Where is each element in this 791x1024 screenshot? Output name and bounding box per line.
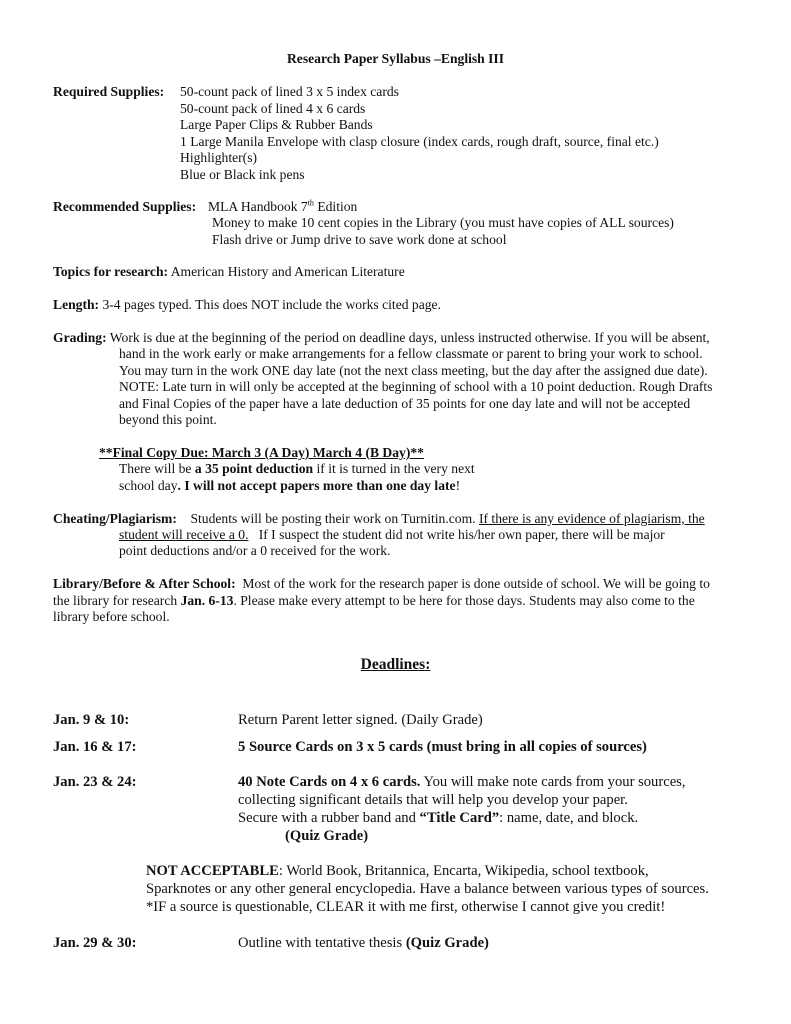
grading-line-1: Grading: Work is due at the beginning of the period on deadline days, unless instructed otherwise. If you will be absent, [53,330,710,345]
list-item: Blue or Black ink pens [180,166,305,182]
cheating-line-1: Cheating/Plagiarism: Students will be posting their work on Turnitin.com. If there is any evidence of plagiarism, the [53,511,705,526]
list-item: Highlighter(s) [180,150,258,165]
list-item: 50-count pack of lined 4 x 6 cards [180,100,366,116]
required-supplies-label: Required Supplies: [53,84,165,99]
recommended-item-copies: Money to make 10 cent copies in the Library (you must have copies of ALL sources) [212,215,674,230]
cheating-line-3: point deductions and/or a 0 received for the work. [119,543,391,558]
required-supplies-list [180,84,659,183]
list-item: Large Paper Clips & Rubber Bands [180,117,373,132]
final-copy-line-1: There will be a 35 point deduction if it is turned in the very next [119,461,475,476]
topics-line: Topics for research: American History and American Literature [53,264,405,279]
deadline-text: Secure with a rubber band and “Title Card”: name, date, and block. [238,810,639,826]
grading-paragraph: hand in the work early or make arrangements for a fellow classmate or parent to bring your work to school. You may turn in the work ONE day late (not the next class meeting, but the day after the assigned due date). NOTE: Late turn in will only be accepted at the beginning of school with a 10 point deduction. Rough Drafts and Final Copies of the paper have a late deduction of 35 points for one day late and will not be accepted beyond this point. [119,346,713,427]
library-line-2: the library for research Jan. 6-13. Please make every attempt to be here for those days. Students may also come to the [53,593,695,608]
cheating-line-2: student will receive a 0. If I suspect the student did not write his/her own paper, there will be major [119,527,665,542]
deadline-text: 5 Source Cards on 3 x 5 cards (must bring in all copies of sources) [238,739,647,755]
library-line-1: Library/Before & After School: Most of the work for the research paper is done outside of school. We will be going to [53,576,710,591]
deadline-date: Jan. 9 & 10: [53,712,130,728]
deadline-text: Return Parent letter signed. (Daily Grade) [238,712,483,728]
deadline-date: Jan. 16 & 17: [53,739,137,755]
library-line-3: library before school. [53,609,170,624]
deadline-text: Outline with tentative thesis (Quiz Grade) [238,935,489,951]
final-copy-line-2: school day. I will not accept papers more than one day late! [119,478,461,493]
deadline-grade: (Quiz Grade) [285,828,369,844]
not-acceptable-line-1: NOT ACCEPTABLE: World Book, Britannica, Encarta, Wikipedia, school textbook, [146,863,649,879]
not-acceptable-line-2: Sparknotes or any other general encyclopedia. Have a balance between various types of sources. [146,881,709,897]
deadline-date: Jan. 29 & 30: [53,935,137,951]
deadline-date: Jan. 23 & 24: [53,774,137,790]
deadline-text: 40 Note Cards on 4 x 6 cards. You will make note cards from your sources, [238,774,686,790]
recommended-item-drive: Flash drive or Jump drive to save work done at school [212,232,507,247]
not-acceptable-line-3: *IF a source is questionable, CLEAR it with me first, otherwise I cannot give you credit! [146,899,666,915]
recommended-item-handbook: MLA Handbook 7th Edition [208,198,358,214]
length-line: Length: 3-4 pages typed. This does NOT include the works cited page. [53,297,441,312]
page-title: Research Paper Syllabus –English III [286,51,505,66]
final-copy-heading: **Final Copy Due: March 3 (A Day) March 4 (B Day)** [99,445,424,460]
deadline-text: collecting significant details that will help you develop your paper. [238,792,628,808]
deadlines-heading: Deadlines: [360,656,431,673]
list-item: 50-count pack of lined 3 x 5 index cards [180,84,399,99]
recommended-supplies-label: Recommended Supplies: [53,199,197,214]
list-item: 1 Large Manila Envelope with clasp closure (index cards, rough draft, source, final etc.) [180,133,659,149]
